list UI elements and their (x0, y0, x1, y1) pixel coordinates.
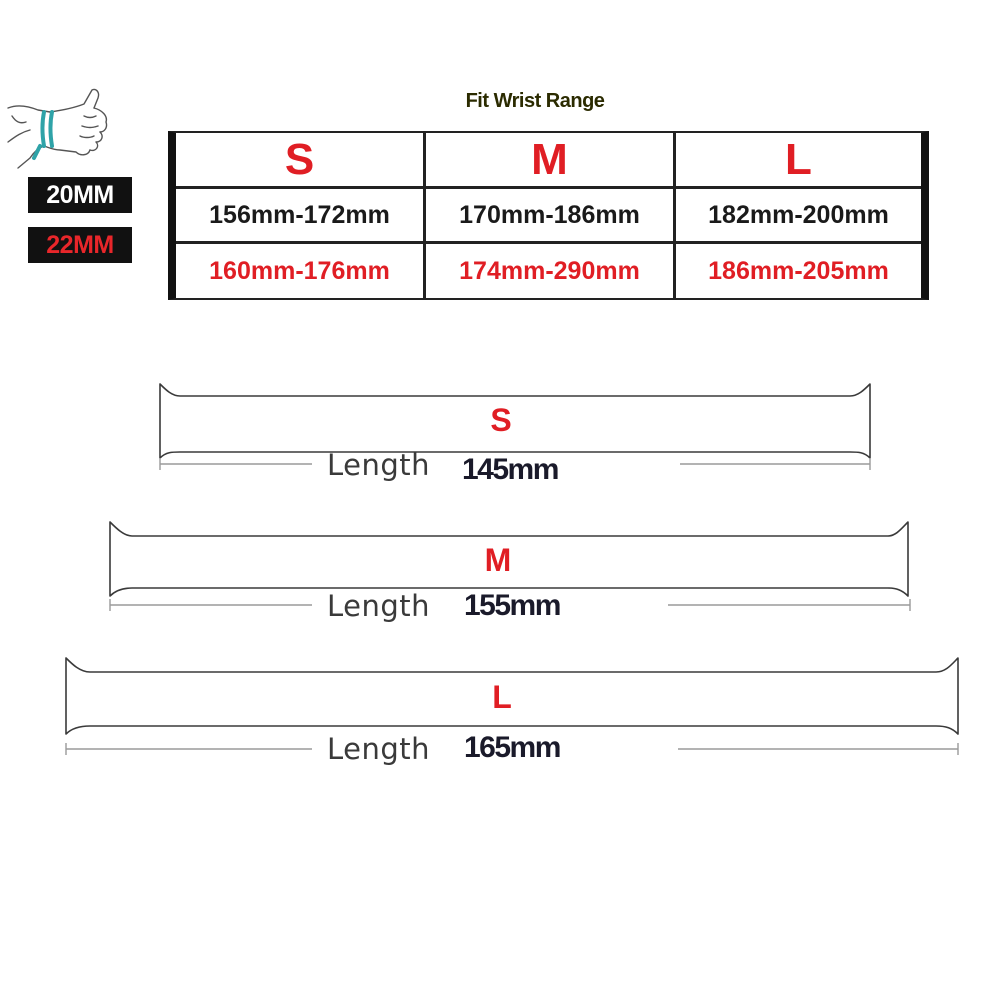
range-20mm-m: 170mm-186mm (426, 189, 676, 244)
fit-wrist-range-title: Fit Wrist Range (465, 90, 605, 112)
band-length-value-m: 155mm (464, 589, 560, 622)
range-20mm-s: 156mm-172mm (176, 189, 426, 244)
range-22mm-s: 160mm-176mm (176, 244, 426, 298)
band-length-label-s: Length (327, 448, 431, 482)
band-length-label-m: Length (327, 589, 431, 623)
header-size-s: S (176, 133, 426, 189)
header-size-m: M (426, 133, 676, 189)
header-size-l: L (676, 133, 921, 189)
band-size-label-m: M (484, 542, 512, 578)
band-length-value-l: 165mm (464, 731, 560, 764)
band-length-label-l: Length (327, 732, 431, 766)
band-size-label-s: S (490, 402, 512, 438)
badge-22mm: 22MM (28, 227, 132, 263)
range-22mm-m: 174mm-290mm (426, 244, 676, 298)
range-20mm-l: 182mm-200mm (676, 189, 921, 244)
band-length-value-s: 145mm (462, 453, 558, 486)
range-22mm-l: 186mm-205mm (708, 256, 889, 285)
badge-20mm: 20MM (28, 177, 132, 213)
band-size-label-l: L (492, 679, 512, 715)
